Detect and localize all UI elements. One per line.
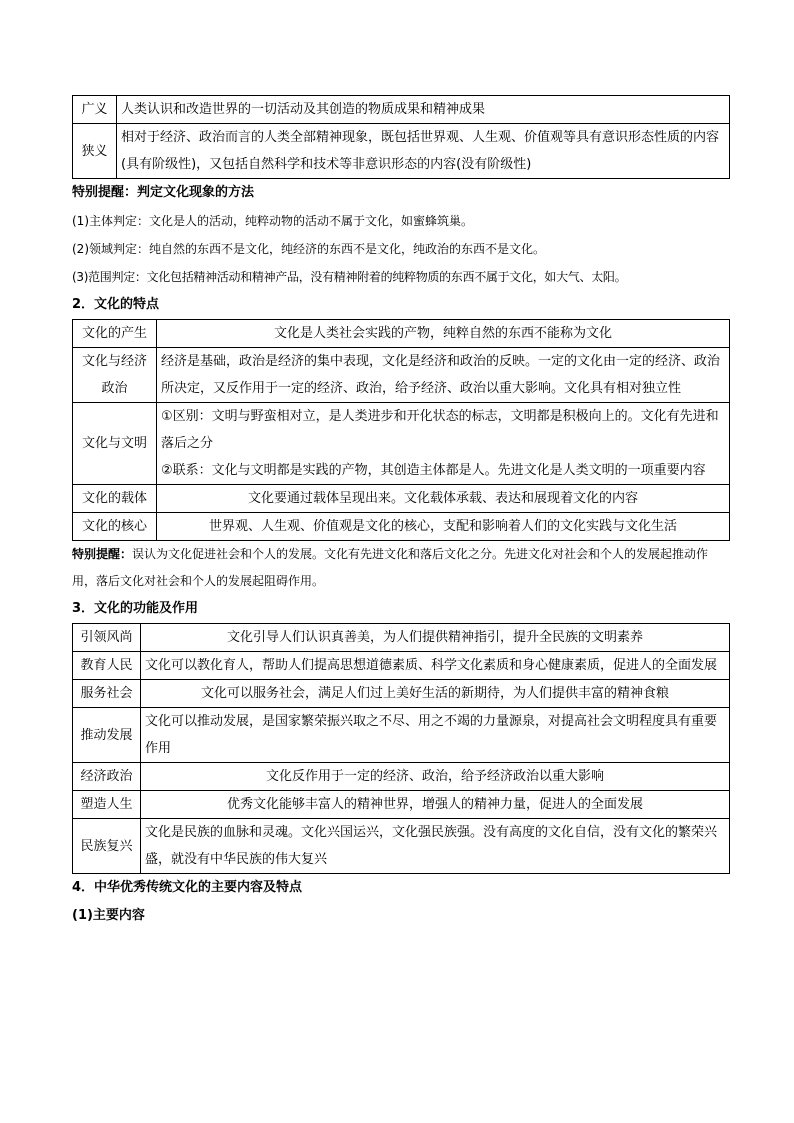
section-heading: 4．中华优秀传统文化的主要内容及特点	[72, 880, 303, 895]
feature-value: 文化要通过载体呈现出来。文化载体承载、表达和展现着文化的内容	[157, 485, 730, 513]
feature-key: 文化的核心	[73, 513, 157, 541]
section-heading: 3．文化的功能及作用	[72, 601, 199, 616]
feature-value: 文化是人类社会实践的产物，纯粹自然的东西不能称为文化	[157, 320, 730, 348]
feature-key: 文化与经济政治	[73, 348, 157, 403]
feature-key: 文化与文明	[73, 403, 157, 485]
function-key: 民族复兴	[73, 819, 141, 874]
subsection-heading: (1)主要内容	[72, 908, 145, 923]
function-value: 文化反作用于一定的经济、政治，给予经济政治以重大影响	[141, 763, 730, 791]
tip-label: 特别提醒：	[72, 547, 133, 561]
feature-key: 文化的载体	[73, 485, 157, 513]
feature-value-connection: ②联系：文化与文明都是实践的产物，其创造主体都是人。先进文化是人类文明的一项重要内容	[161, 463, 706, 478]
definition-value: 相对于经济、政治而言的人类全部精神现象，既包括世界观、人生观、价值观等具有意识形态性质的内容(具有阶级性)，又包括自然科学和技术等非意识形态的内容(没有阶级性)	[117, 124, 730, 179]
function-key: 教育人民	[73, 652, 141, 680]
feature-value	[157, 403, 730, 485]
functions-table	[72, 623, 730, 874]
table-row	[73, 763, 730, 791]
function-key: 服务社会	[73, 680, 141, 708]
document-page	[72, 95, 730, 930]
table-row	[73, 403, 730, 485]
tip-item: (3)范围判定：文化包括精神活动和精神产品，没有精神附着的纯粹物质的东西不属于文化，如大气、太阳。	[72, 270, 627, 284]
section-heading: 2．文化的特点	[72, 297, 160, 312]
table-row	[73, 96, 730, 124]
table-row	[73, 485, 730, 513]
table-row	[73, 320, 730, 348]
function-value: 优秀文化能够丰富人的精神世界，增强人的精神力量，促进人的全面发展	[141, 791, 730, 819]
table-row	[73, 791, 730, 819]
function-value: 文化可以推动发展，是国家繁荣振兴取之不尽、用之不竭的力量源泉，对提高社会文明程度具有重要作用	[141, 708, 730, 763]
function-key: 经济政治	[73, 763, 141, 791]
table-row	[73, 652, 730, 680]
function-key: 塑造人生	[73, 791, 141, 819]
table-row	[73, 513, 730, 541]
tip-paragraph	[72, 541, 730, 595]
feature-value-difference: ①区别：文明与野蛮相对立，是人类进步和开化状态的标志，文明都是积极向上的。文化有先进和落后之分	[161, 409, 719, 451]
function-key: 引领风尚	[73, 624, 141, 652]
function-key: 推动发展	[73, 708, 141, 763]
tip-title: 特别提醒：判定文化现象的方法	[72, 185, 255, 200]
function-value: 文化引导人们认识真善美，为人们提供精神指引，提升全民族的文明素养	[141, 624, 730, 652]
definition-key: 狭义	[73, 124, 117, 179]
table-row	[73, 708, 730, 763]
table-row	[73, 124, 730, 179]
function-value: 文化可以教化育人，帮助人们提高思想道德素质、科学文化素质和身心健康素质，促进人的全面发展	[141, 652, 730, 680]
definition-value: 人类认识和改造世界的一切活动及其创造的物质成果和精神成果	[117, 96, 730, 124]
function-value: 文化是民族的血脉和灵魂。文化兴国运兴，文化强民族强。没有高度的文化自信，没有文化的繁荣兴盛，就没有中华民族的伟大复兴	[141, 819, 730, 874]
definition-key: 广义	[73, 96, 117, 124]
feature-value: 世界观、人生观、价值观是文化的核心，支配和影响着人们的文化实践与文化生活	[157, 513, 730, 541]
table-row	[73, 348, 730, 403]
tip-item: (2)领域判定：纯自然的东西不是文化，纯经济的东西不是文化，纯政治的东西不是文化。	[72, 242, 546, 256]
feature-key: 文化的产生	[73, 320, 157, 348]
tip-text: 误认为文化促进社会和个人的发展。文化有先进文化和落后文化之分。先进文化对社会和个人的发展起推动作用，落后文化对社会和个人的发展起阻碍作用。	[72, 547, 709, 588]
definition-table	[72, 95, 730, 179]
table-row	[73, 819, 730, 874]
tip-item: (1)主体判定：文化是人的活动，纯粹动物的活动不属于文化，如蜜蜂筑巢。	[72, 214, 474, 228]
features-table	[72, 319, 730, 541]
function-value: 文化可以服务社会，满足人们过上美好生活的新期待，为人们提供丰富的精神食粮	[141, 680, 730, 708]
table-row	[73, 680, 730, 708]
feature-value: 经济是基础，政治是经济的集中表现，文化是经济和政治的反映。一定的文化由一定的经济、政治所决定，又反作用于一定的经济、政治，给予经济、政治以重大影响。文化具有相对独立性	[157, 348, 730, 403]
table-row	[73, 624, 730, 652]
